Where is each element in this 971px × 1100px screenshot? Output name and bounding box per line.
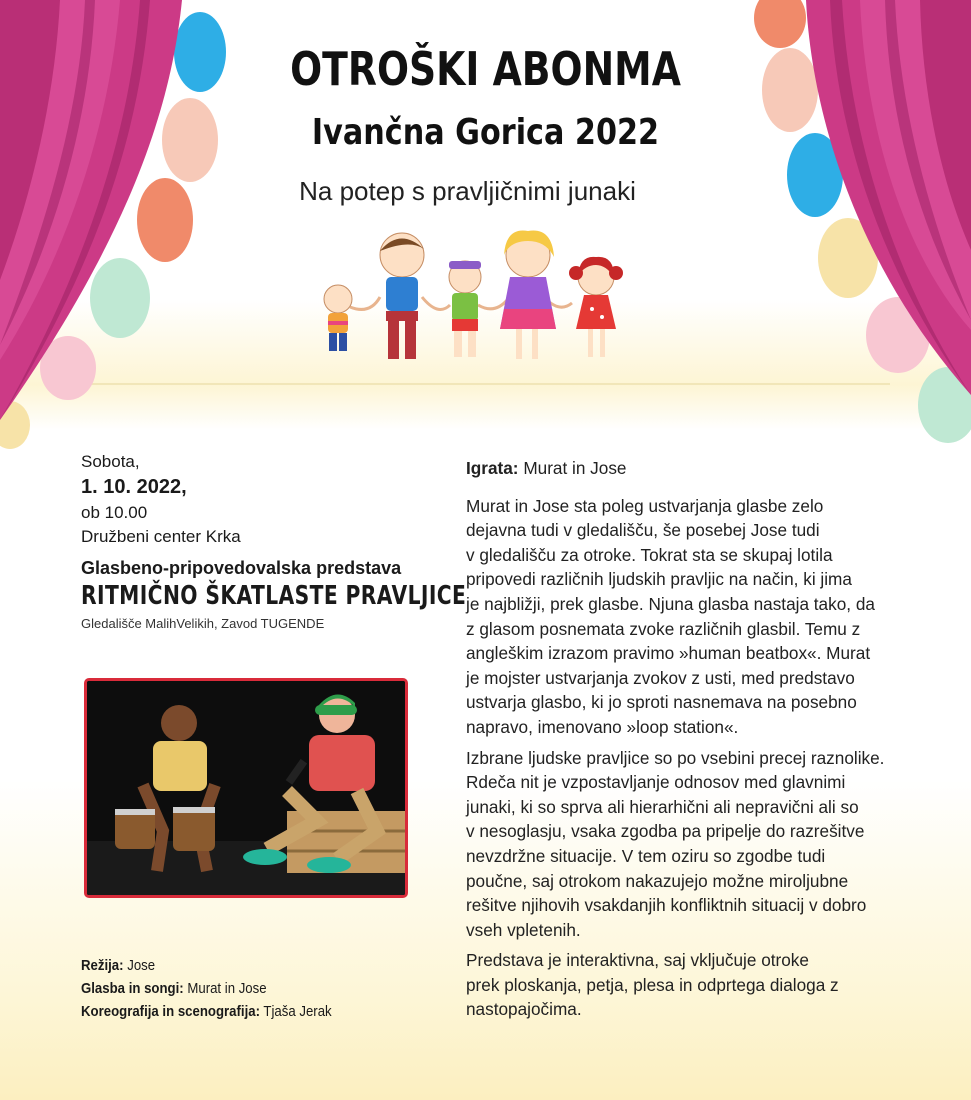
text-line: Rdeča nit je vzpostavljanje odnosov med glavnimi [466,772,846,793]
text-line: v nesoglasju, vsaka zgodba pa pripelje do razrešitve [466,821,865,842]
text-line: angleškim izrazom pravimo »human beatbox«. Murat [466,643,871,664]
text-line: dejavna tudi v gledališču, še posebej Jose tudi [466,520,820,541]
text-line: napravo, imenovano »loop station«. [466,716,739,737]
production-credits [81,954,461,1023]
poster-location-year: Ivančna Gorica 2022 [311,112,660,153]
credit-label: Glasba in songi: [81,980,184,997]
show-title: RITMIČNO ŠKATLASTE PRAVLJICE [81,581,467,611]
text-line: prek ploskanja, petja, plesa in odprtega dialoga z [466,974,839,995]
baby-figure [324,285,352,351]
credit-directing [81,954,415,977]
show-genre: Glasbeno-pripovedovalska predstava [81,558,402,578]
boy-figure [380,233,424,359]
text-line: ustvarja glasbo, ki jo sproti nasnemava na posebno [466,692,857,713]
cartoon-children-illustration [310,225,640,375]
players-line [466,456,914,481]
poster-tagline: Na potep s pravljičnimi junaki [299,176,636,206]
text-line: junaki, ki so sprva ali hierarhični ali nepravični ali so [466,796,859,817]
event-venue: Družbeni center Krka [81,527,241,546]
text-line: Predstava je interaktivna, saj vključuje otroke [466,950,809,971]
description-paragraph-1 [466,494,914,740]
text-line: z glasom posnemata zvoke različnih glasbil. Temu z [466,618,861,639]
text-line: je mojster ustvarjanja zvokov z usti, med predstavo [466,667,855,688]
text-line: vseh vpletenih. [466,919,581,940]
players-label: Igrata: [466,458,519,478]
text-line: poučne, saj otrokom nakazujejo možne miroljubne [466,870,849,891]
event-info [81,450,467,634]
performance-photo [84,678,408,898]
credit-value: Murat in Jose [187,980,267,997]
event-date: 1. 10. 2022, [81,476,187,498]
text-line: v gledališču za otroke. Tokrat sta se skupaj lotila [466,544,833,565]
text-line: rešitve njihovih vsakdanjih konfliktnih situacij v dobro [466,895,867,916]
girl-figure [500,231,556,360]
credit-value: Jose [127,957,156,974]
text-line: Izbrane ljudske pravljice so po vsebini precej raznolike. [466,747,885,768]
credit-label: Režija: [81,957,124,974]
text-line: Murat in Jose sta poleg ustvarjanja glasbe zelo [466,495,824,516]
description-paragraph-3 [466,948,914,1022]
credit-value: Tjaša Jerak [263,1003,332,1020]
text-line: je najbližji, prek glasbe. Njuna glasba nastaja tako, da [466,593,875,614]
text-line: pripovedi različnih ljudskih pravljic na način, ki jima [466,569,852,590]
credit-choreography [81,1000,415,1023]
event-day: Sobota, [81,452,140,471]
child-figure [449,261,481,357]
performers-image [87,681,405,895]
credit-label: Koreografija in scenografija: [81,1003,260,1020]
redhead-girl-figure [569,257,623,357]
poster-title: OTROŠKI ABONMA [290,42,681,96]
description-paragraph-2 [466,746,914,943]
players-value: Murat in Jose [523,458,627,478]
credit-music [81,977,415,1000]
event-time: ob 10.00 [81,503,148,522]
text-line: nastopajočima. [466,999,582,1020]
text-line: nevzdržne situacije. V tem oziru so zgodbe tudi [466,845,826,866]
show-description [466,456,914,1028]
show-producers: Gledališče MalihVelikih, Zavod TUGENDE [81,616,325,631]
